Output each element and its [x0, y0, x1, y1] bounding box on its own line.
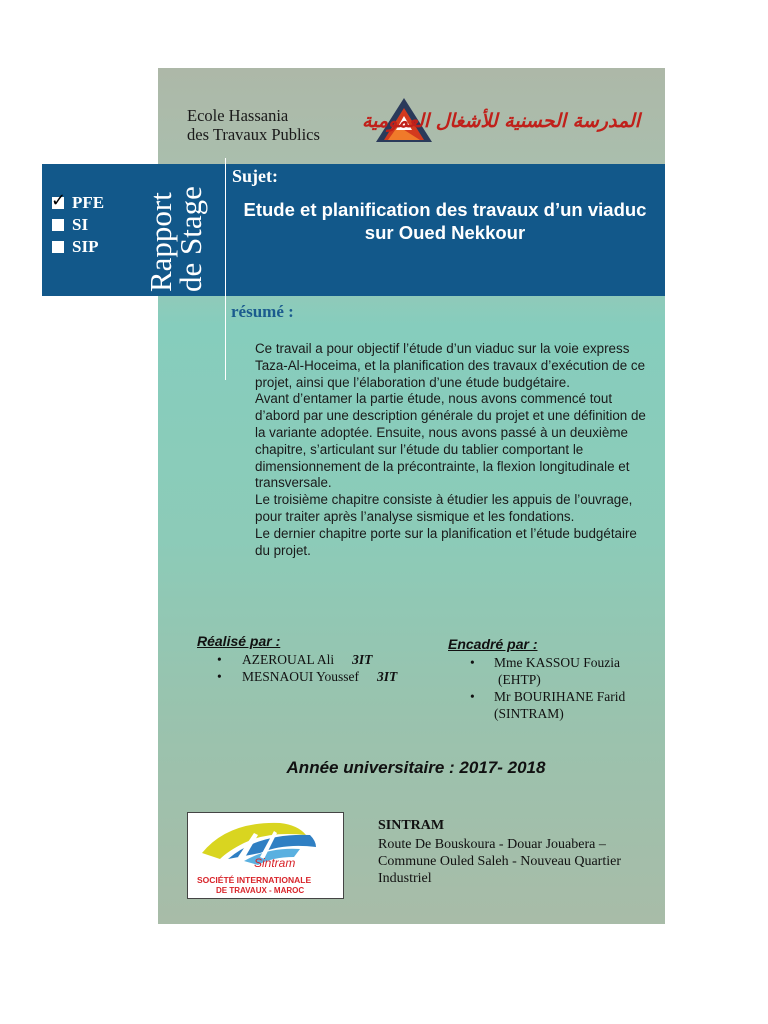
checkbox-checked-icon: [52, 197, 64, 209]
company-name: SINTRAM: [378, 818, 445, 833]
option-pfe: [52, 192, 104, 214]
supervisors-list: [448, 654, 658, 722]
list-item: [197, 668, 437, 685]
sintram-logo-tagline: DE TRAVAUX - MAROC: [216, 886, 305, 895]
option-label: SI: [72, 215, 89, 234]
supervisor-affiliation: (SINTRAM): [494, 706, 564, 721]
report-type-checklist: [52, 192, 104, 258]
supervisors-section: [448, 636, 658, 722]
author-role: 3IT: [377, 669, 398, 684]
list-item: [448, 654, 658, 688]
checkbox-empty-icon: [52, 241, 64, 253]
option-label: SIP: [72, 237, 99, 256]
list-item: [448, 688, 658, 722]
supervisor-name: Mr BOURIHANE Farid: [494, 689, 626, 704]
summary-label: résumé :: [231, 302, 294, 321]
option-label: PFE: [72, 193, 105, 212]
author-role: 3IT: [352, 652, 373, 667]
authors-list: [197, 651, 437, 685]
company-address-block: [378, 817, 663, 887]
author-name: AZEROUAL Ali: [242, 652, 335, 667]
school-name-line1: Ecole Hassania: [187, 106, 289, 125]
supervisor-name: Mme KASSOU Fouzia: [494, 655, 621, 670]
option-si: [52, 214, 104, 236]
sintram-logo: [187, 812, 344, 899]
summary-text: [255, 341, 655, 559]
sintram-logo-tagline: SOCIÉTÉ INTERNATIONALE: [197, 875, 312, 885]
summary-paragraph: Ce travail a pour objectif l’étude d’un viaduc sur la voie express Taza-Al-Hoceima, et la planification des travaux d’exécution de ce projet, ainsi que l’élaboration d’une étude budgétaire.: [255, 341, 646, 390]
option-sip: [52, 236, 104, 258]
band-divider: [225, 158, 226, 380]
sintram-logo-name: Sintram: [254, 856, 296, 870]
author-name: MESNAOUI Youssef: [242, 669, 360, 684]
list-item: [197, 651, 437, 668]
school-name-ar: المدرسة الحسنية للأشغال العمومية: [361, 110, 640, 132]
authors-section: [197, 633, 437, 685]
company-address: Route De Bouskoura - Douar Jouabera – Commune Ouled Saleh - Nouveau Quartier Industriel: [378, 837, 621, 886]
summary-paragraph: Avant d’entamer la partie étude, nous avons commencé tout d’abord par une description générale du projet et une définition de la variante adoptée. Ensuite, nous avons passé à un deuxième chapitre, s’articulant sur l’étude du tablier comportant le dimensionnement de la précontrainte, la flexion longitudinale et transversale.: [255, 391, 646, 491]
school-name-fr: [187, 106, 320, 144]
sintram-logo-graphic: [188, 813, 343, 898]
authors-label: Réalisé par :: [197, 633, 281, 649]
supervisors-label: Encadré par :: [448, 636, 538, 652]
summary-paragraph: Le troisième chapitre consiste à étudier les appuis de l’ouvrage, pour traiter après l’analyse sismique et les fondations.: [255, 492, 633, 524]
checkbox-empty-icon: [52, 219, 64, 231]
school-name-line2: des Travaux Publics: [187, 125, 320, 144]
subject-title: Etude et planification des travaux d’un viaduc sur Oued Nekkour: [243, 199, 647, 243]
supervisor-affiliation: (EHTP): [498, 672, 541, 687]
subject-label: Sujet:: [232, 166, 278, 186]
report-type-title: Rapport de Stage: [143, 186, 208, 292]
summary-paragraph: Le dernier chapitre porte sur la planification et l’étude budgétaire du projet.: [255, 525, 637, 558]
academic-year: Année universitaire : 2017- 2018: [286, 758, 546, 777]
